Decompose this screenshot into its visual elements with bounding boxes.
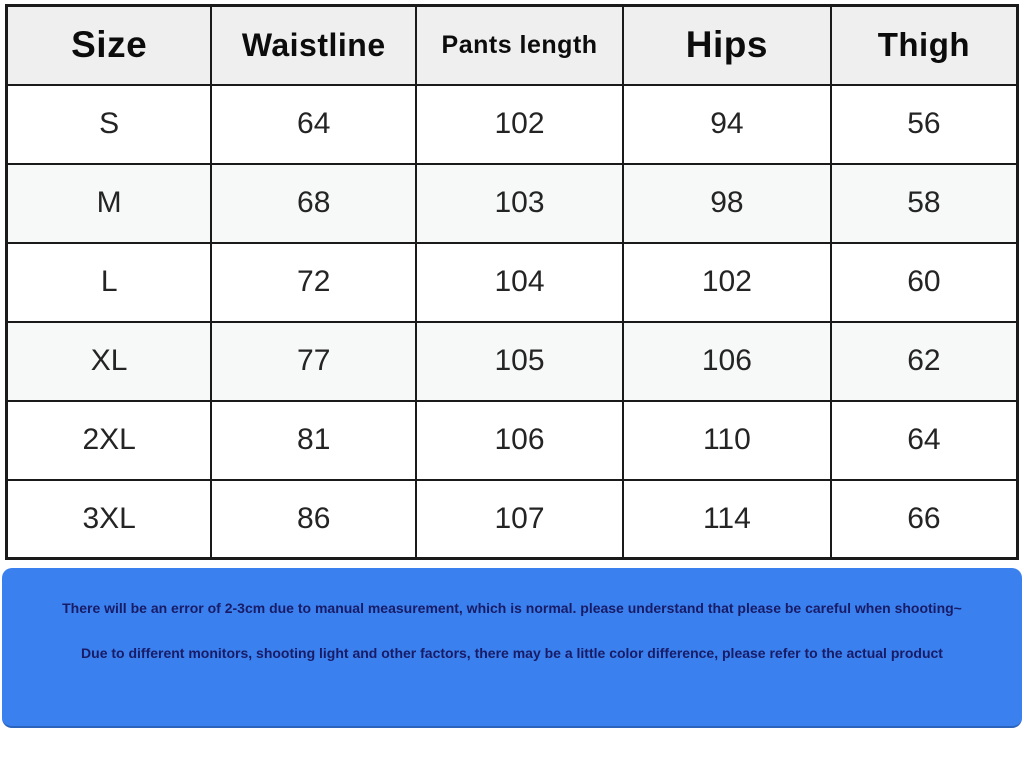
pants-length-cell: 106 xyxy=(416,401,623,480)
hips-cell: 106 xyxy=(623,322,831,401)
waistline-cell: 86 xyxy=(211,480,416,559)
waistline-cell: 68 xyxy=(211,164,416,243)
table-row-3xl xyxy=(7,480,1018,559)
thigh-cell: 60 xyxy=(831,243,1018,322)
hips-cell: 114 xyxy=(623,480,831,559)
table-row-m xyxy=(7,164,1018,243)
pants-length-cell: 107 xyxy=(416,480,623,559)
thigh-cell: 56 xyxy=(831,85,1018,164)
size-cell: L xyxy=(7,243,212,322)
pants-length-cell: 104 xyxy=(416,243,623,322)
pants-length-cell: 103 xyxy=(416,164,623,243)
thigh-cell: 58 xyxy=(831,164,1018,243)
hips-cell: 94 xyxy=(623,85,831,164)
column-header-thigh: Thigh xyxy=(831,6,1018,85)
column-header-pants-length: Pants length xyxy=(416,6,623,85)
table-row-xl xyxy=(7,322,1018,401)
hips-cell: 102 xyxy=(623,243,831,322)
column-header-waistline: Waistline xyxy=(211,6,416,85)
size-cell: 2XL xyxy=(7,401,212,480)
waistline-cell: 64 xyxy=(211,85,416,164)
thigh-cell: 62 xyxy=(831,322,1018,401)
measurement-error-note: There will be an error of 2-3cm due to manual measurement, which is normal. please understand that please be careful when shooting~ xyxy=(62,600,962,616)
waistline-cell: 72 xyxy=(211,243,416,322)
waistline-cell: 81 xyxy=(211,401,416,480)
size-cell: S xyxy=(7,85,212,164)
table-row-l xyxy=(7,243,1018,322)
size-chart-page xyxy=(0,4,1024,766)
pants-length-cell: 102 xyxy=(416,85,623,164)
column-header-size: Size xyxy=(7,6,212,85)
measurement-notes-panel xyxy=(2,568,1022,728)
column-header-hips: Hips xyxy=(623,6,831,85)
color-difference-note: Due to different monitors, shooting light and other factors, there may be a little color difference, please refer to the actual product xyxy=(81,645,943,662)
table-row-s xyxy=(7,85,1018,164)
size-chart-table xyxy=(5,4,1019,560)
table-header-row xyxy=(7,6,1018,85)
size-cell: XL xyxy=(7,322,212,401)
thigh-cell: 64 xyxy=(831,401,1018,480)
pants-length-cell: 105 xyxy=(416,322,623,401)
table-row-2xl xyxy=(7,401,1018,480)
hips-cell: 98 xyxy=(623,164,831,243)
thigh-cell: 66 xyxy=(831,480,1018,559)
size-cell: 3XL xyxy=(7,480,212,559)
size-cell: M xyxy=(7,164,212,243)
waistline-cell: 77 xyxy=(211,322,416,401)
hips-cell: 110 xyxy=(623,401,831,480)
